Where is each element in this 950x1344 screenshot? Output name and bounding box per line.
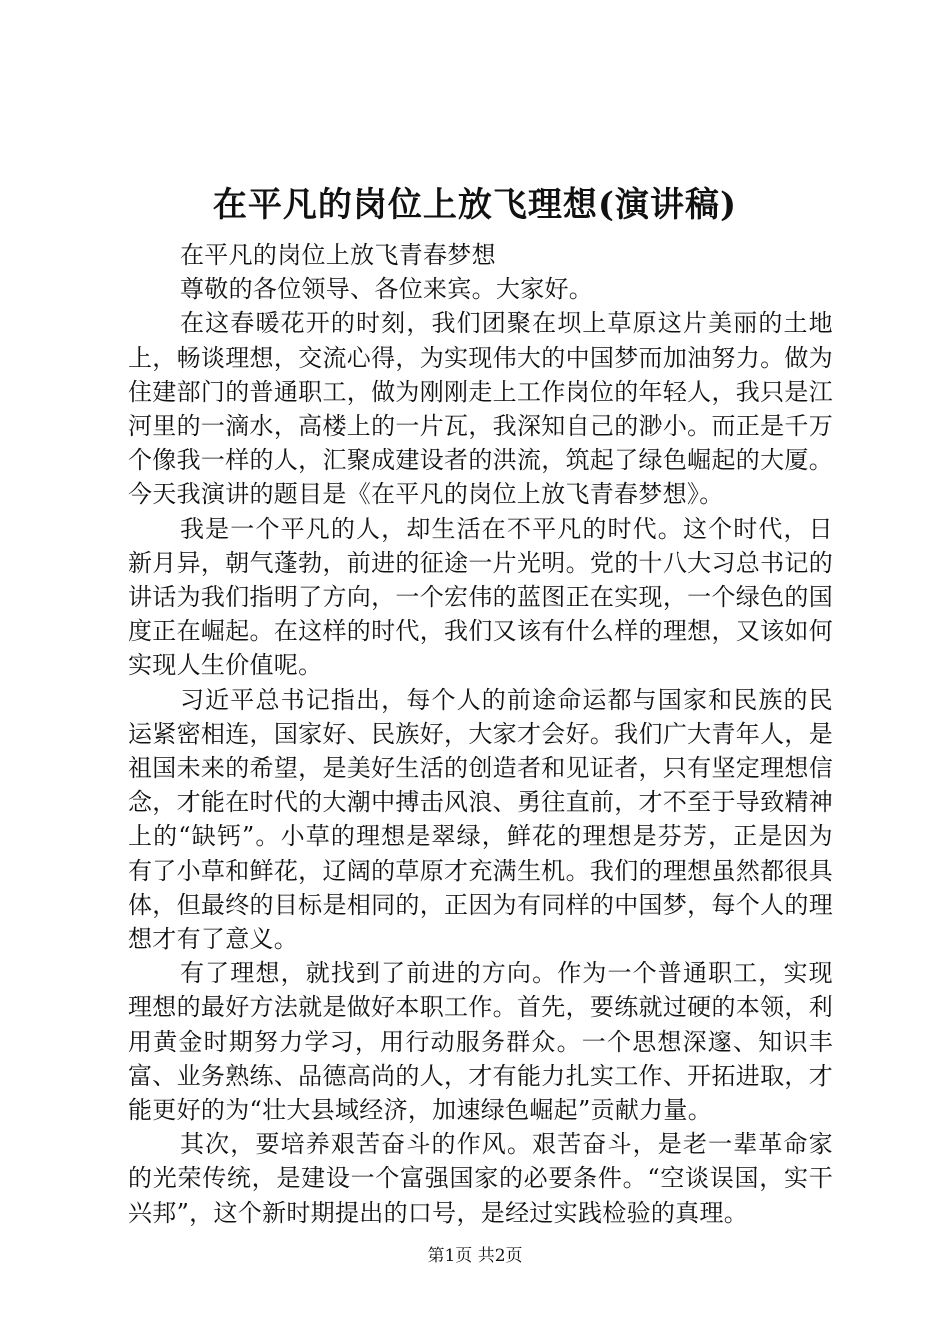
- paragraph-dream: 习近平总书记指出，每个人的前途命运都与国家和民族的民运紧密相连，国家好、民族好，大家才会好。我们广大青年人，是祖国未来的希望，是美好生活的创造者和见证者，只有坚定理想信念，才能在时代的大潮中搏击风浪、勇往直前，才不至于导致精神上的“缺钙”。小草的理想是翠绿，鲜花的理想是芬芳，正是因为有了小草和鲜花，辽阔的草原才充满生机。我们的理想虽然都很具体，但最终的目标是相同的，正因为有同样的中国梦，每个人的理想才有了意义。: [128, 685, 833, 954]
- paragraph-hard-work: 其次，要培养艰苦奋斗的作风。艰苦奋斗，是老一辈革命家的光荣传统，是建设一个富强国家的必要条件。“空谈误国，实干兴邦”，这个新时期提出的口号，是经过实践检验的真理。: [128, 1130, 833, 1227]
- paragraph-era: 我是一个平凡的人，却生活在不平凡的时代。这个时代，日新月异，朝气蓬勃，前进的征途一片光明。党的十八大习总书记的讲话为我们指明了方向，一个宏伟的蓝图正在实现，一个绿色的国度正在崛起。在这样的时代，我们又该有什么样的理想，又该如何实现人生价值呢。: [128, 514, 833, 680]
- page-number-footer: 第1页 共2页: [427, 1246, 523, 1266]
- paragraph-intro: 在这春暖花开的时刻，我们团聚在坝上草原这片美丽的土地上，畅谈理想，交流心得，为实现伟大的中国梦而加油努力。做为住建部门的普通职工，做为刚刚走上工作岗位的年轻人，我只是江河里的一滴水，高楼上的一片瓦，我深知自己的渺小。而正是千万个像我一样的人，汇聚成建设者的洪流，筑起了绿色崛起的大厦。今天我演讲的题目是《在平凡的岗位上放飞青春梦想》。: [128, 309, 833, 509]
- salutation: 尊敬的各位领导、各位来宾。大家好。: [180, 275, 594, 304]
- paragraph-direction: 有了理想，就找到了前进的方向。作为一个普通职工，实现理想的最好方法就是做好本职工作。首先，要练就过硬的本领，利用黄金时期努力学习，用行动服务群众。一个思想深邃、知识丰富、业务熟练、品德高尚的人，才有能力扎实工作、开拓进取，才能更好的为“壮大县域经济，加速绿色崛起”贡献力量。: [128, 959, 833, 1125]
- speech-subtitle: 在平凡的岗位上放飞青春梦想: [180, 241, 496, 269]
- document-title: 在平凡的岗位上放飞理想(演讲稿): [212, 185, 738, 225]
- document-body: [128, 238, 833, 1230]
